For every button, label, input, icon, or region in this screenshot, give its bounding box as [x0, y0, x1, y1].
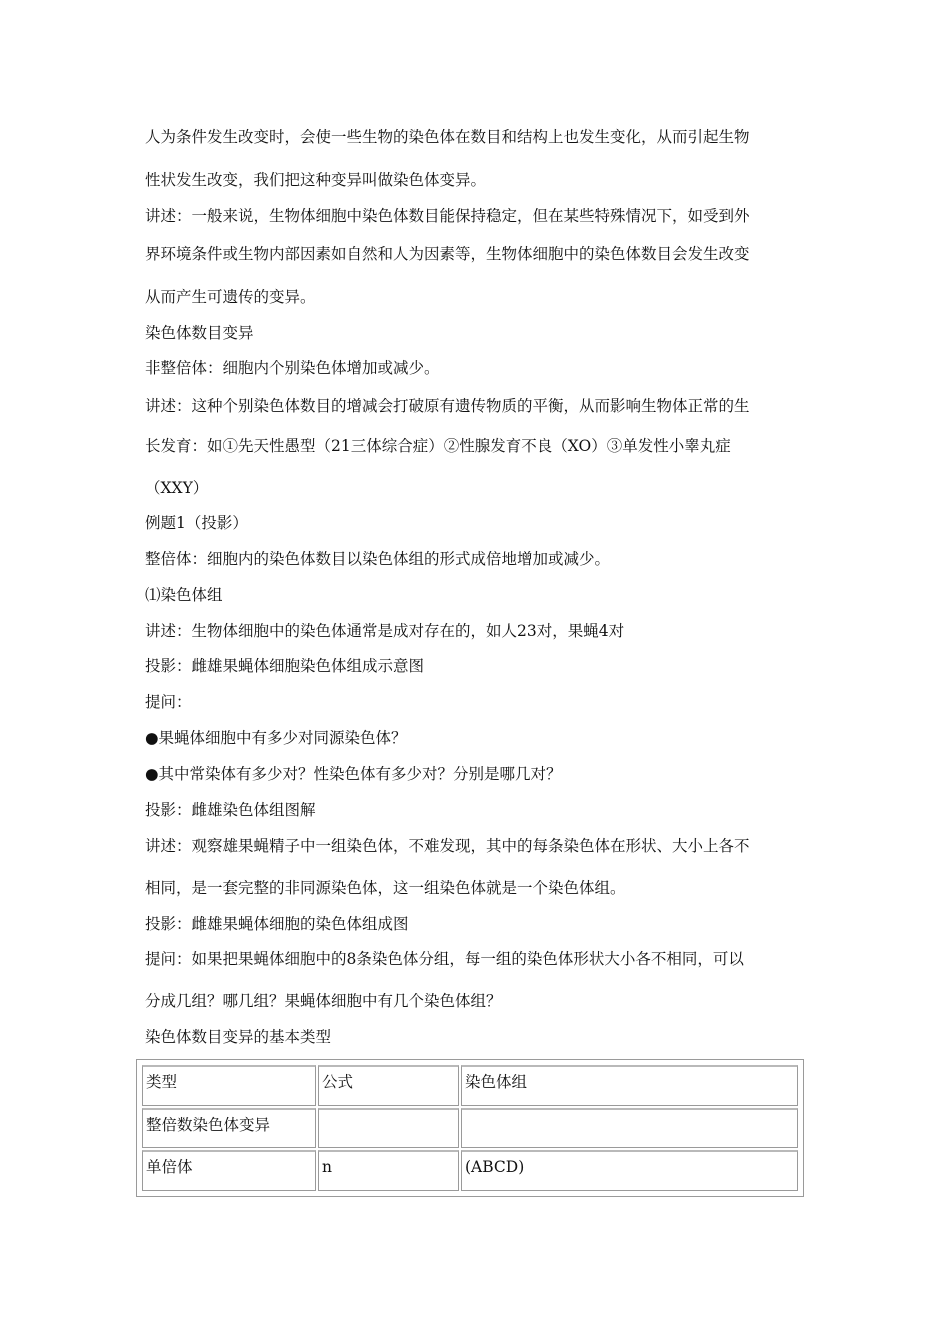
- paragraph-line: 非整倍体：细胞内个别染色体增加或减少。: [145, 359, 440, 377]
- paragraph-line: 投影：雌雄果蝇体细胞染色体组成示意图: [145, 657, 425, 675]
- table-header-cell: 类型: [142, 1065, 316, 1106]
- bullet-item: ●其中常染体有多少对？性染色体有多少对？分别是哪几对？: [145, 765, 562, 783]
- paragraph-line: （XXY）: [145, 479, 209, 497]
- table-row: [142, 1150, 798, 1191]
- paragraph-line: 界环境条件或生物内部因素如自然和人为因素等，生物体细胞中的染色体数目会发生改变: [145, 245, 750, 263]
- paragraph-line: 相同，是一套完整的非同源染色体，这一组染色体就是一个染色体组。: [145, 879, 626, 897]
- table-cell: [461, 1108, 798, 1149]
- paragraph-line: 整倍体：细胞内的染色体数目以染色体组的形式成倍地增加或减少。: [145, 550, 611, 568]
- table-header-cell: 公式: [318, 1065, 459, 1106]
- paragraph-line: 讲述：这种个别染色体数目的增减会打破原有遗传物质的平衡，从而影响生物体正常的生: [145, 397, 750, 415]
- table-cell: 整倍数染色体变异: [142, 1108, 316, 1149]
- table-header-row: [142, 1065, 798, 1106]
- paragraph-line: 讲述：一般来说，生物体细胞中染色体数目能保持稳定，但在某些特殊情况下，如受到外: [145, 207, 750, 225]
- paragraph-line: 提问：: [145, 693, 192, 711]
- paragraph-line: 投影：雌雄染色体组图解: [145, 801, 316, 819]
- paragraph-line: 性状发生改变，我们把这种变异叫做染色体变异。: [145, 171, 487, 189]
- variation-types-table: [136, 1059, 804, 1197]
- table-row: [142, 1108, 798, 1149]
- paragraph-line: 讲述：观察雄果蝇精子中一组染色体，不难发现，其中的每条染色体在形状、大小上各不: [145, 837, 750, 855]
- paragraph-line: 从而产生可遗传的变异。: [145, 288, 316, 306]
- paragraph-line: 人为条件发生改变时，会使一些生物的染色体在数目和结构上也发生变化，从而引起生物: [145, 128, 750, 146]
- section-heading: 染色体数目变异的基本类型: [145, 1028, 332, 1046]
- table-header-cell: 染色体组: [461, 1065, 798, 1106]
- paragraph-line: 例题1（投影）: [145, 514, 248, 532]
- table-cell: (ABCD): [461, 1150, 798, 1191]
- paragraph-line: 讲述：生物体细胞中的染色体通常是成对存在的，如人23对，果蝇4对: [145, 622, 625, 640]
- section-heading: 染色体数目变异: [145, 324, 254, 342]
- table-cell: [318, 1108, 459, 1149]
- bullet-item: ●果蝇体细胞中有多少对同源染色体？: [145, 729, 407, 747]
- paragraph-line: 投影：雌雄果蝇体细胞的染色体组成图: [145, 915, 409, 933]
- paragraph-line: 长发育：如①先天性愚型（21三体综合症）②性腺发育不良（XO）③单发性小睾丸症: [145, 437, 731, 455]
- paragraph-line: 分成几组？哪几组？果蝇体细胞中有几个染色体组？: [145, 992, 502, 1010]
- section-heading: ⑴染色体组: [145, 586, 223, 604]
- table-cell: n: [318, 1150, 459, 1191]
- paragraph-line: 提问：如果把果蝇体细胞中的8条染色体分组，每一组的染色体形状大小各不相同，可以: [145, 950, 744, 968]
- table-cell: 单倍体: [142, 1150, 316, 1191]
